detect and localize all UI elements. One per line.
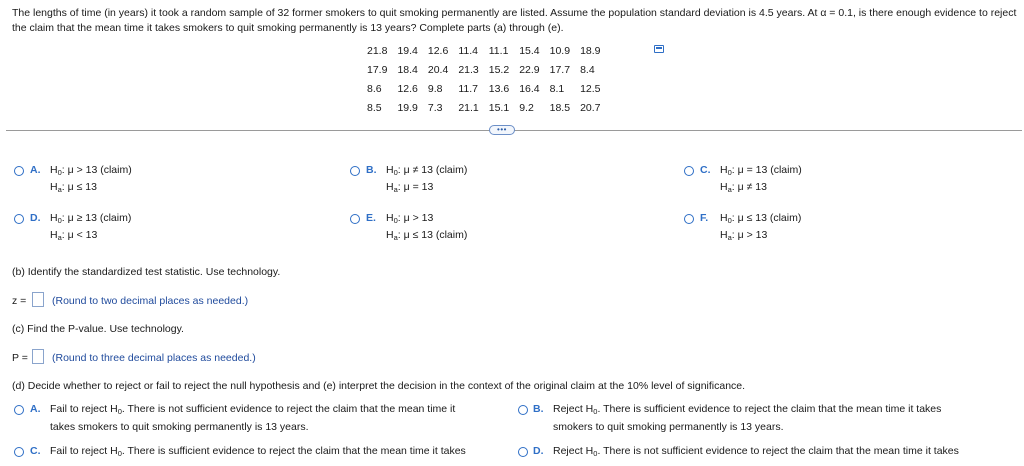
- table-cell: 21.3: [458, 63, 479, 76]
- table-cell: 18.5: [549, 101, 571, 114]
- table-cell: 19.9: [397, 101, 418, 114]
- radio-decision-c[interactable]: [14, 447, 24, 457]
- table-cell: 18.4: [397, 63, 418, 76]
- table-cell: 11.4: [458, 44, 478, 57]
- z-round-hint: (Round to two decimal places as needed.): [52, 295, 249, 307]
- radio-option-f[interactable]: [684, 214, 694, 224]
- radio-option-e[interactable]: [350, 214, 360, 224]
- table-cell: 8.4: [580, 63, 595, 76]
- table-cell: 8.1: [549, 82, 565, 95]
- p-round-hint: (Round to three decimal places as needed.): [52, 352, 256, 364]
- option-letter: E.: [366, 212, 376, 224]
- part-c-question: (c) Find the P-value. Use technology.: [12, 323, 184, 335]
- option-f-hypotheses[interactable]: $H_0$: μ ≤ 13 (claim) $H_a$: μ > 13: [720, 212, 802, 242]
- p-value-input[interactable]: [32, 349, 44, 364]
- data-table: [362, 41, 606, 117]
- table-cell: 21.8: [367, 44, 388, 57]
- table-cell: 11.1: [488, 44, 509, 57]
- table-cell: 20.4: [427, 63, 449, 76]
- table-cell: 8.6: [367, 82, 382, 95]
- table-cell: 17.9: [367, 63, 388, 76]
- z-label: z =: [12, 295, 27, 307]
- option-letter: B.: [533, 403, 544, 415]
- table-cell: 16.4: [519, 82, 540, 95]
- table-cell: 9.8: [427, 82, 443, 95]
- radio-decision-a[interactable]: [14, 405, 24, 415]
- decision-c-text[interactable]: Fail to reject $H_0$. There is sufficient evidence to reject the claim that the mean time it takes: [50, 445, 466, 458]
- table-cell: 19.4: [397, 44, 418, 57]
- option-a-hypotheses[interactable]: $H_0$: μ > 13 (claim) $H_a$: μ ≤ 13: [50, 164, 132, 194]
- option-e-hypotheses[interactable]: $H_0$: μ > 13 $H_a$: μ ≤ 13 (claim): [386, 212, 468, 242]
- radio-option-c[interactable]: [684, 166, 694, 176]
- problem-statement: The lengths of time (in years) it took a random sample of 32 former smokers to quit smoking permanently are listed. Assume the population standard deviation is 4.5 years. At α = 0.1, is there enough evidence to reject the claim that the mean time it takes smokers to quit smoking permanently is 13 years? Complete parts (a) through (e).: [12, 7, 1017, 34]
- table-cell: 10.9: [549, 44, 571, 57]
- table-cell: 15.2: [488, 63, 510, 76]
- table-cell: 22.9: [519, 63, 540, 76]
- decision-a-text[interactable]: Fail to reject $H_0$. There is not sufficient evidence to reject the claim that the mean time it takes smokers to quit smoking permanently is 13 years.: [50, 403, 456, 433]
- table-cell: 9.2: [519, 101, 534, 114]
- p-label: P =: [12, 352, 28, 364]
- option-letter: C.: [700, 164, 711, 176]
- option-letter: A.: [30, 164, 41, 176]
- option-letter: B.: [366, 164, 377, 176]
- table-row: [362, 79, 606, 98]
- table-cell: 17.7: [549, 63, 571, 76]
- table-row: [362, 60, 606, 79]
- decision-d-text[interactable]: Reject $H_0$. There is not sufficient evidence to reject the claim that the mean time it takes: [553, 445, 959, 458]
- radio-option-d[interactable]: [14, 214, 24, 224]
- table-cell: 12.5: [580, 82, 601, 95]
- table-row: [362, 41, 606, 60]
- option-letter: A.: [30, 403, 41, 415]
- table-cell: 11.7: [458, 82, 478, 95]
- table-cell: 15.4: [519, 44, 540, 57]
- table-cell: 12.6: [427, 44, 449, 57]
- part-b-question: (b) Identify the standardized test statistic. Use technology.: [12, 266, 281, 278]
- table-cell: 12.6: [397, 82, 418, 95]
- option-b-hypotheses[interactable]: $H_0$: μ ≠ 13 (claim) $H_a$: μ = 13: [386, 164, 468, 194]
- table-cell: 15.1: [488, 101, 510, 114]
- decision-b-text[interactable]: Reject $H_0$. There is sufficient evidence to reject the claim that the mean time it takes smokers to quit smoking permanently is 13 years.: [553, 403, 942, 433]
- table-cell: 8.5: [367, 101, 382, 114]
- table-row: [362, 98, 606, 117]
- option-letter: D.: [533, 445, 544, 457]
- table-cell: 20.7: [580, 101, 601, 114]
- more-button[interactable]: •••: [489, 125, 515, 135]
- option-letter: D.: [30, 212, 41, 224]
- table-cell: 7.3: [427, 101, 443, 114]
- option-letter: F.: [700, 212, 709, 224]
- z-input[interactable]: [32, 292, 44, 307]
- radio-option-a[interactable]: [14, 166, 24, 176]
- option-d-hypotheses[interactable]: $H_0$: μ ≥ 13 (claim) $H_a$: μ < 13: [50, 212, 132, 242]
- radio-option-b[interactable]: [350, 166, 360, 176]
- table-cell: 21.1: [458, 101, 479, 114]
- radio-decision-d[interactable]: [518, 447, 528, 457]
- option-c-hypotheses[interactable]: $H_0$: μ = 13 (claim) $H_a$: μ ≠ 13: [720, 164, 802, 194]
- part-d-question: (d) Decide whether to reject or fail to reject the null hypothesis and (e) interpret the decision in the context of the original claim at the 10% level of significance.: [12, 380, 746, 392]
- radio-decision-b[interactable]: [518, 405, 528, 415]
- copy-data-icon[interactable]: [654, 45, 664, 53]
- option-letter: C.: [30, 445, 41, 457]
- table-cell: 13.6: [488, 82, 510, 95]
- table-cell: 18.9: [580, 44, 601, 57]
